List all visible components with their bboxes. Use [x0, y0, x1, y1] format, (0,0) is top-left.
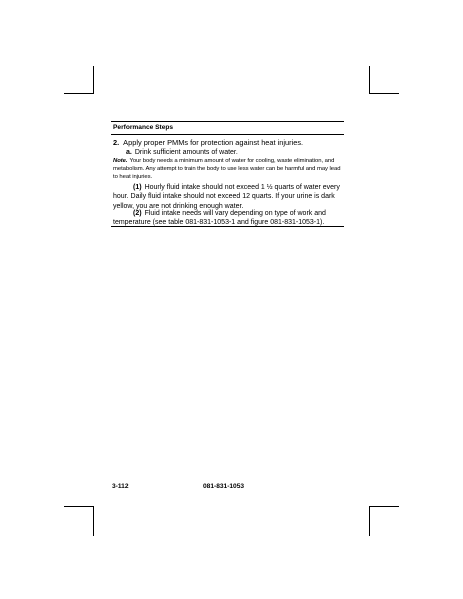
paragraph-1-text: Hourly fluid intake should not exceed 1 ½ quarts of water every hour. Daily fluid intake should not exceed 12 quarts. If your urine is dark yellow, you are not drinking enough water. [113, 184, 340, 210]
paragraph-2-number: (2) [133, 210, 142, 217]
note-label: Note. [113, 158, 128, 164]
paragraph-1-number: (1) [133, 184, 142, 191]
step-number: 2. [113, 138, 120, 147]
header-bottom-rule [111, 134, 344, 135]
section-header: Performance Steps [113, 124, 174, 131]
crop-mark-bottom-left-vertical [93, 506, 94, 536]
crop-mark-bottom-right-vertical [369, 506, 370, 536]
substep-text: Drink sufficient amounts of water. [134, 149, 238, 156]
step-text: Apply proper PMMs for protection against heat injuries. [123, 138, 304, 147]
note-text: Your body needs a minimum amount of water for cooling, waste elimination, and metabolism. Any attempt to train the body to use less water can be harmful and may lead to heat injuries. [113, 158, 341, 180]
crop-mark-top-left-vertical [93, 66, 94, 94]
note-block [113, 158, 343, 181]
task-number: 081-831-1053 [203, 483, 245, 490]
substep-letter: a. [126, 149, 132, 156]
crop-mark-top-right-vertical [369, 66, 370, 94]
crop-mark-top-right-horizontal [370, 93, 399, 94]
performance-substep [126, 148, 356, 157]
crop-mark-top-left-horizontal [64, 93, 93, 94]
paragraph-2 [113, 209, 343, 228]
paragraph-2-text: Fluid intake needs will vary depending on type of work and temperature (see table 081-831-1053-1 and figure 081-831-1053-1). [113, 210, 326, 227]
page-number: 3-112 [112, 483, 129, 490]
paragraph-1 [113, 183, 343, 211]
header-top-rule [111, 121, 344, 122]
crop-mark-bottom-left-horizontal [64, 506, 93, 507]
performance-step [113, 138, 343, 147]
crop-mark-bottom-right-horizontal [370, 506, 399, 507]
